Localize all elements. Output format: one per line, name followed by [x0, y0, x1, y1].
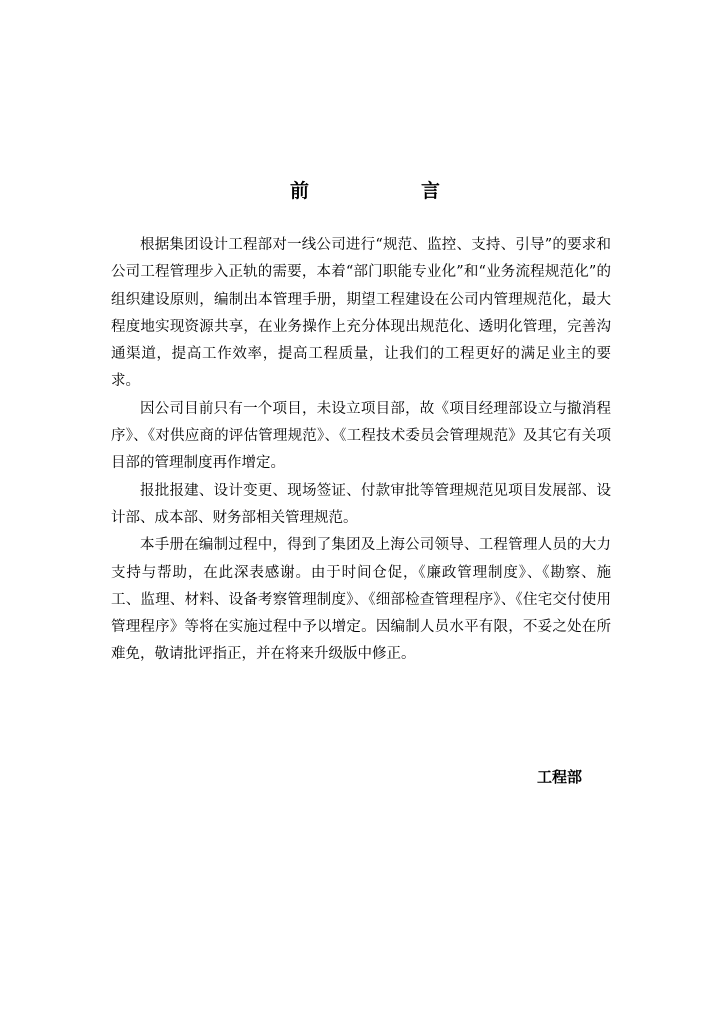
title-char-2: 言	[420, 180, 440, 202]
signature: 工程部	[537, 768, 583, 786]
paragraph-2: 因公司目前只有一个项目，未设立项目部，故《项目经理部设立与撤消程序》、《对供应商的评估管理规范》、《工程技术委员会管理规范》及其它有关项目部的管理制度再作增定。	[111, 400, 611, 472]
title-char-1: 前	[290, 180, 310, 202]
paragraph-1: 根据集团设计工程部对一线公司进行“规范、监控、支持、引导”的要求和公司工程管理步入正轨的需要，本着“部门职能专业化”和“业务流程规范化”的组织建设原则，编制出本管理手册，期望工程建设在公司内管理规范化，最大程度地实现资源共享，在业务操作上充分体现出规范化、透明化管理，完善沟通渠道，提高工作效率，提高工程质量，让我们的工程更好的满足业主的要求。	[111, 237, 611, 390]
page-title	[290, 176, 440, 203]
paragraph-4: 本手册在编制过程中，得到了集团及上海公司领导、工程管理人员的大力支持与帮助，在此深表感谢。由于时间仓促，《廉政管理制度》、《勘察、施工、监理、材料、设备考察管理制度》、《细部检查管理程序》、《住宅交付使用管理程序》等将在实施过程中予以增定。因编制人员水平有限，不妥之处在所难免，敬请批评指正，并在将来升级版中修正。	[111, 537, 611, 663]
paragraph-3: 报批报建、设计变更、现场签证、付款审批等管理规范见项目发展部、设计部、成本部、财务部相关管理规范。	[111, 482, 611, 526]
preface-body	[111, 232, 611, 669]
